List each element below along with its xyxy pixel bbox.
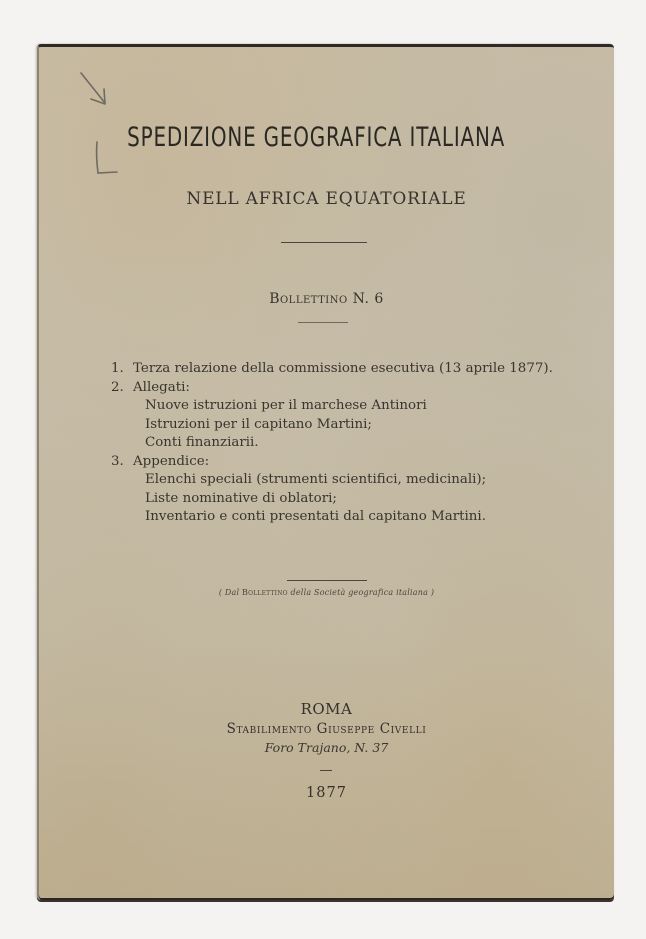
- contents-subitem: Conti finanziarii.: [145, 435, 259, 450]
- contents-item: 2. Allegati:: [111, 379, 190, 395]
- imprint-address: Foro Trajano, N. 37: [264, 740, 389, 755]
- booklet-cover: [37, 44, 614, 900]
- contents-subitem: Istruzioni per il capitano Martini;: [145, 416, 372, 432]
- contents-item: 1. Terza relazione della commissione esecutiva (13 aprile 1877).: [111, 361, 553, 376]
- pencil-bracket-mark: [93, 139, 123, 179]
- source-note: ( Dal Bollettino della Società geografica italiana ): [218, 588, 435, 597]
- contents-subitem: Nuove istruzioni per il marchese Antinori: [145, 398, 427, 413]
- imprint-year: 1877: [306, 785, 347, 801]
- imprint-printer: Stabilimento Giuseppe Civelli: [226, 721, 427, 737]
- contents-subitem: Inventario e conti presentati dal capitano Martini.: [145, 509, 486, 524]
- divider: [281, 242, 367, 243]
- divider: [320, 770, 332, 771]
- contents-subitem: Elenchi speciali (strumenti scientifici, medicinali);: [145, 472, 487, 487]
- pencil-arrow-icon: [77, 69, 113, 111]
- contents-item: 3. Appendice:: [111, 453, 210, 469]
- contents-subitem: Liste nominative di oblatori;: [145, 490, 337, 506]
- cover-subtitle: NELL AFRICA EQUATORIALE: [186, 189, 467, 209]
- imprint-city: ROMA: [300, 700, 353, 718]
- divider: [298, 322, 348, 323]
- cover-title: SPEDIZIONE GEOGRAFICA ITALIANA: [127, 122, 506, 153]
- divider: [287, 580, 367, 581]
- bulletin-number: Bollettino N. 6: [269, 291, 384, 307]
- table-of-contents: [111, 360, 553, 527]
